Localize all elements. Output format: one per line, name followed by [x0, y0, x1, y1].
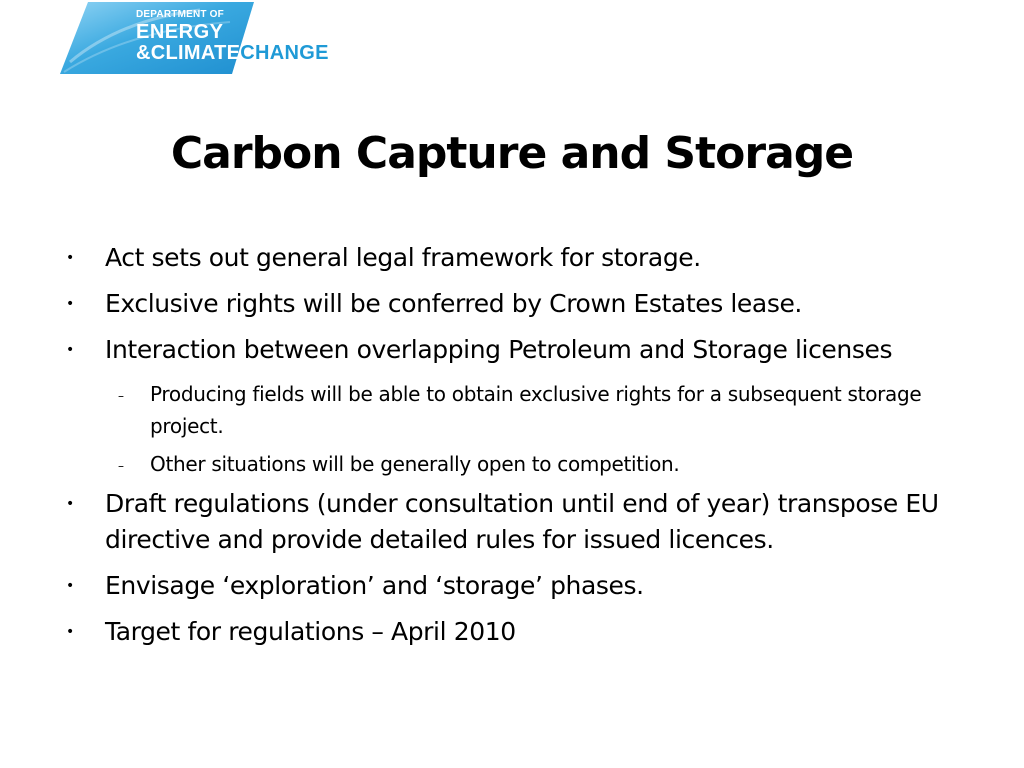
bullet-text: Act sets out general legal framework for storage.: [105, 243, 701, 272]
sub-bullet-item: [0, 378, 975, 442]
bullet-text: Draft regulations (under consultation until end of year) transpose EU directive and provide detailed rules for issued licences.: [105, 489, 939, 554]
logo-change: CHANGE: [240, 42, 329, 64]
sub-bullet-text: Producing fields will be able to obtain exclusive rights for a subsequent storage project.: [150, 382, 922, 438]
logo-climate-change: [136, 43, 329, 63]
bullet-list: [0, 240, 1000, 660]
bullet-text: Interaction between overlapping Petroleum and Storage licenses: [105, 335, 893, 364]
bullet-item: [0, 486, 965, 558]
bullet-item: [0, 286, 965, 322]
bullet-item: [0, 614, 965, 650]
dash-bullet-icon: –: [118, 389, 124, 403]
bullet-dot-icon: •: [66, 296, 74, 312]
slide-title: Carbon Capture and Storage: [170, 128, 854, 179]
dash-bullet-icon: –: [118, 459, 124, 473]
bullet-item: [0, 240, 965, 276]
bullet-text: Exclusive rights will be conferred by Crown Estates lease.: [105, 289, 802, 318]
sub-bullet-item: [0, 448, 975, 480]
bullet-dot-icon: •: [66, 342, 74, 358]
bullet-dot-icon: •: [66, 250, 74, 266]
bullet-dot-icon: •: [66, 624, 74, 640]
logo-department: DEPARTMENT OF: [136, 9, 224, 20]
logo-energy: ENERGY: [136, 21, 224, 43]
bullet-dot-icon: •: [66, 496, 74, 512]
decc-logo: [60, 2, 332, 74]
logo-climate: &CLIMATE: [136, 42, 241, 64]
sub-bullet-text: Other situations will be generally open to competition.: [150, 452, 680, 476]
logo-text: [136, 10, 329, 63]
bullet-item: [0, 332, 965, 368]
bullet-text: Envisage ‘exploration’ and ‘storage’ phases.: [105, 571, 644, 600]
bullet-dot-icon: •: [66, 578, 74, 594]
bullet-text: Target for regulations – April 2010: [105, 617, 516, 646]
bullet-item: [0, 568, 965, 604]
